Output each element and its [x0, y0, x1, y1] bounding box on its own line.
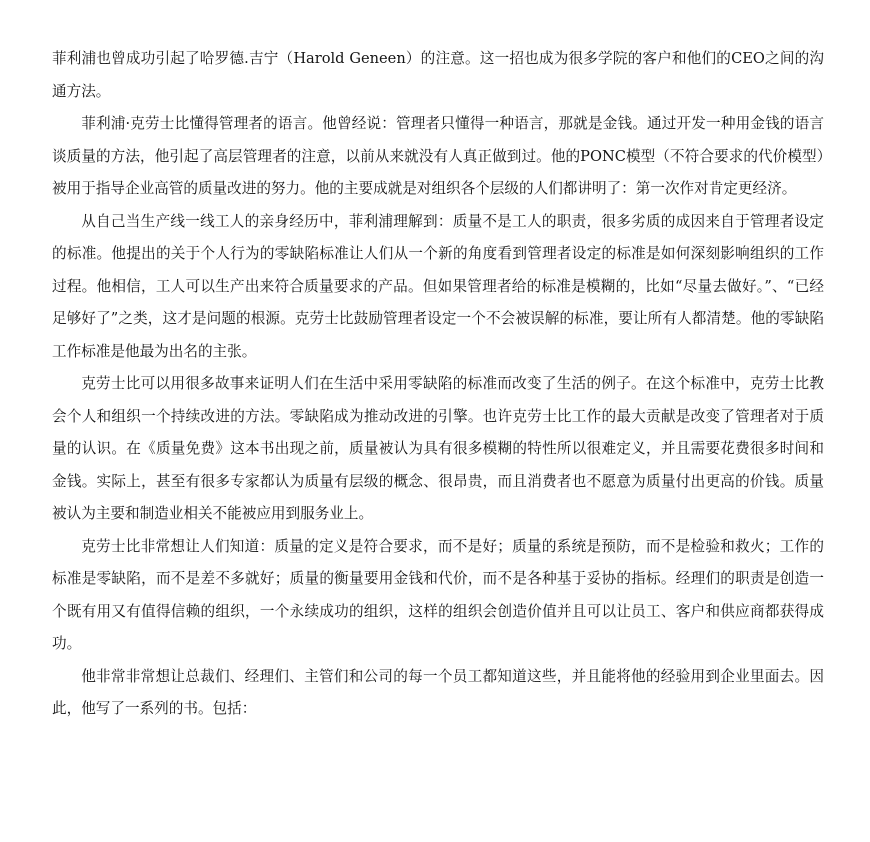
paragraph-geneen-attention: 菲利浦也曾成功引起了哈罗德.吉宁（Harold Geneen）的注意。这一招也成为很多学院的客户和他们的CEO之间的沟通方法。 — [52, 50, 824, 100]
paragraph-quality-is-free: 克劳士比可以用很多故事来证明人们在生活中采用零缺陷的标准而改变了生活的例子。在这个标准中，克劳士比教会个人和组织一个持续改进的方法。零缺陷成为推动改进的引擎。也许克劳士比工作的最大贡献是改变了管理者对于质量的认识。在《质量免费》这本书出现之前，质量被认为具有很多模糊的特性所以很难定义，并且需要花费很多时间和金钱。实际上，甚至有很多专家都认为质量有层级的概念、很昂贵，而且消费者也不愿意为质量付出更高的价钱。质量被认为主要和制造业相关不能被应用到服务业上。 — [52, 375, 824, 522]
paragraph-zero-defects-standard: 从自己当生产线一线工人的亲身经历中，菲利浦理解到：质量不是工人的职责，很多劣质的成因来自于管理者设定的标准。他提出的关于个人行为的零缺陷标准让人们从一个新的角度看到管理者设定的标准是如何深刻影响组织的工作过程。他相信，工人可以生产出来符合质量要求的产品。但如果管理者给的标准是模糊的，比如“尽量去做好。”、“已经足够好了”之类，这才是问题的根源。克劳士比鼓励管理者设定一个不会被误解的标准，要让所有人都清楚。他的零缺陷工作标准是他最为出名的主张。 — [52, 212, 824, 360]
paragraph-language-of-money: 菲利浦·克劳士比懂得管理者的语言。他曾经说：管理者只懂得一种语言，那就是金钱。通过开发一种用金钱的语言谈质量的方法，他引起了高层管理者的注意，以前从来就没有人真正做到过。他的PONC模型（不符合要求的代价模型）被用于指导企业高管的质量改进的努力。他的主要成就是对组织各个层级的人们都讲明了：第一次作对肯定更经济。 — [52, 115, 824, 197]
paragraph-quality-definition: 克劳士比非常想让人们知道：质量的定义是符合要求，而不是好；质量的系统是预防，而不是检验和救火；工作的标准是零缺陷，而不是差不多就好；质量的衡量要用金钱和代价，而不是各种基于妥协的指标。经理们的职责是创造一个既有用又有值得信赖的组织，一个永续成功的组织，这样的组织会创造价值并且可以让员工、客户和供应商都获得成功。 — [52, 537, 824, 652]
paragraph-books-intro: 他非常非常想让总裁们、经理们、主管们和公司的每一个员工都知道这些，并且能将他的经验用到企业里面去。因此，他写了一系列的书。包括： — [52, 667, 824, 717]
